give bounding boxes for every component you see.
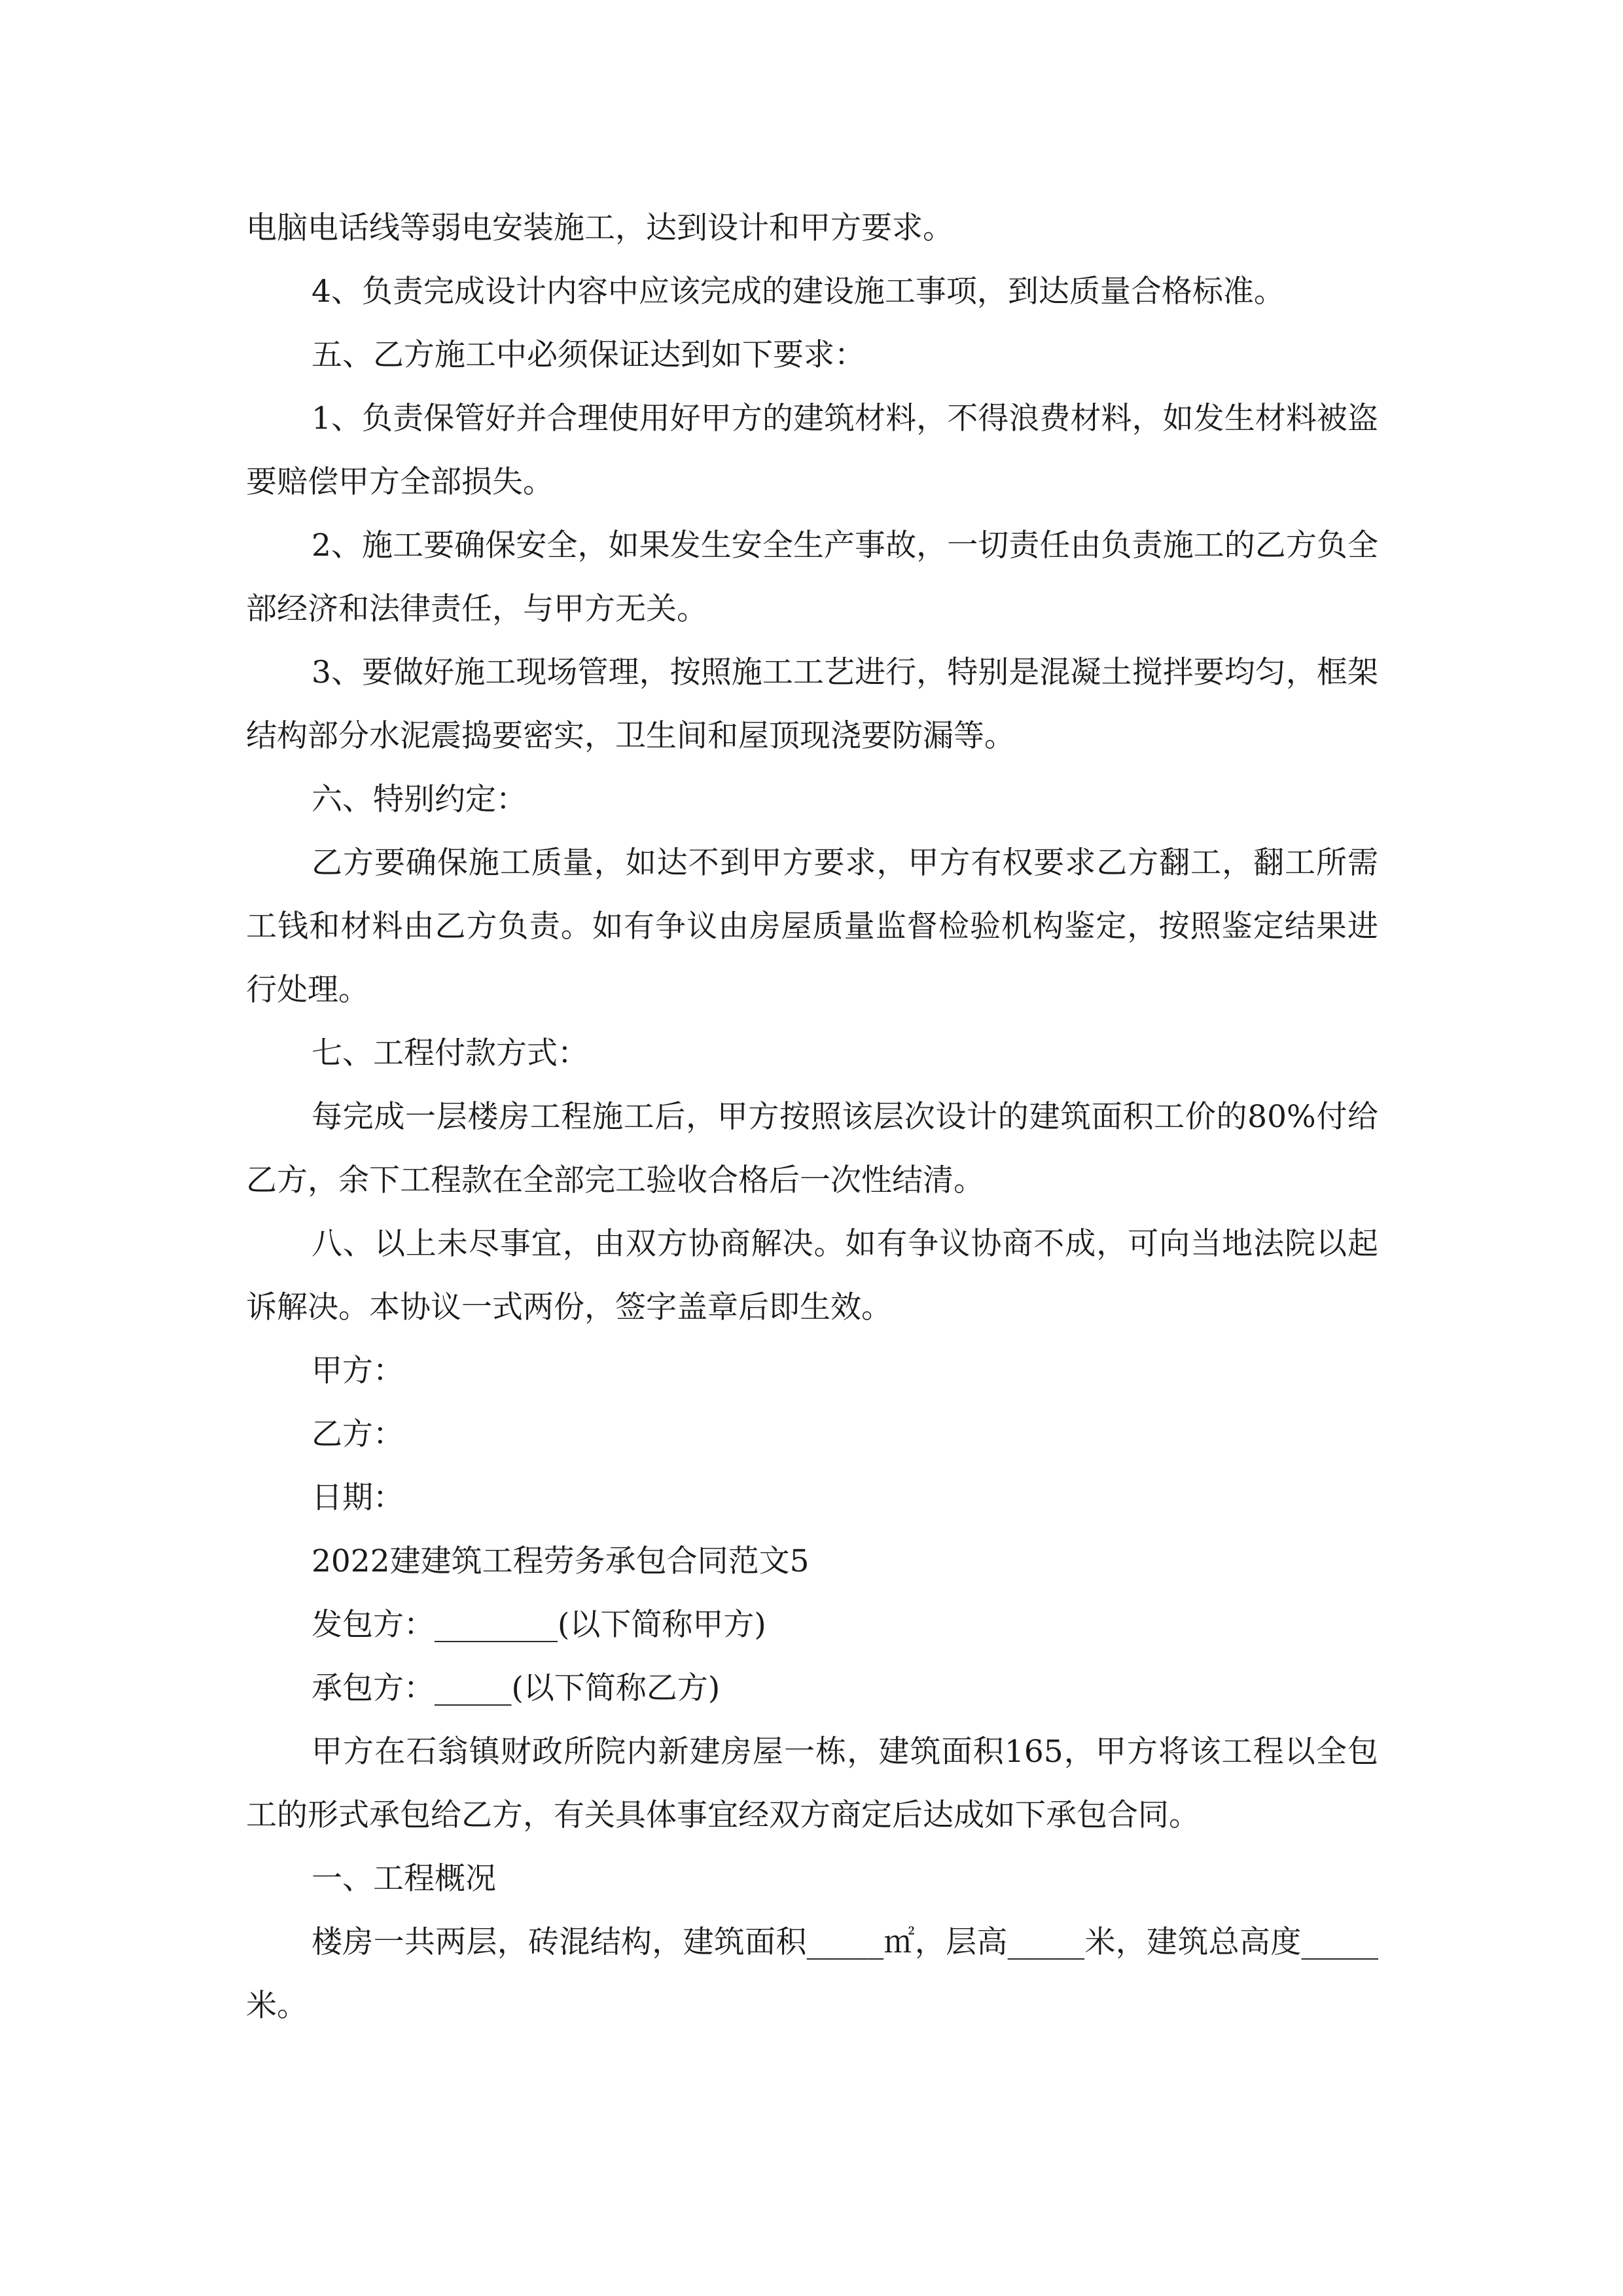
paragraph-item-2: 2、施工要确保安全，如果发生安全生产事故，一切责任由负责施工的乙方负全部经济和法律责任，与甲方无关。	[246, 528, 1378, 627]
paragraph-special-terms: 乙方要确保施工质量，如达不到甲方要求，甲方有权要求乙方翻工，翻工所需工钱和材料由乙方负责。如有争议由房屋质量监督检验机构鉴定，按照鉴定结果进行处理。	[246, 845, 1378, 1008]
section-heading-5: 五、乙方施工中必须保证达到如下要求：	[312, 337, 865, 373]
paragraph-item-4: 4、负责完成设计内容中应该完成的建设施工事项，到达质量合格标准。	[312, 274, 1285, 310]
paragraph-item-1: 1、负责保管好并合理使用好甲方的建筑材料，不得浪费材料，如发生材料被盗要赔偿甲方全部损失。	[246, 401, 1378, 500]
contractor-receiver-line: 承包方：_____(以下简称乙方)	[312, 1670, 721, 1706]
contract-title: 2022建建筑工程劳务承包合同范文5	[312, 1543, 810, 1579]
paragraph-project-overview: 楼房一共两层，砖混结构，建筑面积_____㎡，层高_____米，建筑总高度_____米。	[246, 1924, 1378, 2024]
section-heading-8: 八、以上未尽事宜，由双方协商解决。如有争议协商不成，可向当地法院以起诉解决。本协议一式两份，签字盖章后即生效。	[246, 1226, 1378, 1325]
paragraph-intro: 甲方在石翁镇财政所院内新建房屋一栋，建筑面积165，甲方将该工程以全包工的形式承包给乙方，有关具体事宜经双方商定后达成如下承包合同。	[246, 1734, 1378, 1833]
paragraph-item-3: 3、要做好施工现场管理，按照施工工艺进行，特别是混凝土搅拌要均匀，框架结构部分水泥震捣要密实，卫生间和屋顶现浇要防漏等。	[246, 655, 1378, 754]
signature-party-a: 甲方：	[312, 1353, 404, 1389]
paragraph-payment: 每完成一层楼房工程施工后，甲方按照该层次设计的建筑面积工价的80%付给乙方，余下工程款在全部完工验收合格后一次性结清。	[246, 1099, 1378, 1198]
signature-date: 日期：	[312, 1480, 404, 1516]
section-heading-1: 一、工程概况	[312, 1861, 496, 1897]
paragraph-continuation: 电脑电话线等弱电安装施工，达到设计和甲方要求。	[246, 210, 954, 246]
section-heading-6: 六、特别约定：	[312, 781, 527, 817]
section-heading-7: 七、工程付款方式：	[312, 1035, 588, 1071]
contractor-issuer-line: 发包方：________(以下简称甲方)	[312, 1607, 766, 1643]
document-body	[246, 196, 1378, 2037]
signature-party-b: 乙方：	[312, 1416, 404, 1452]
